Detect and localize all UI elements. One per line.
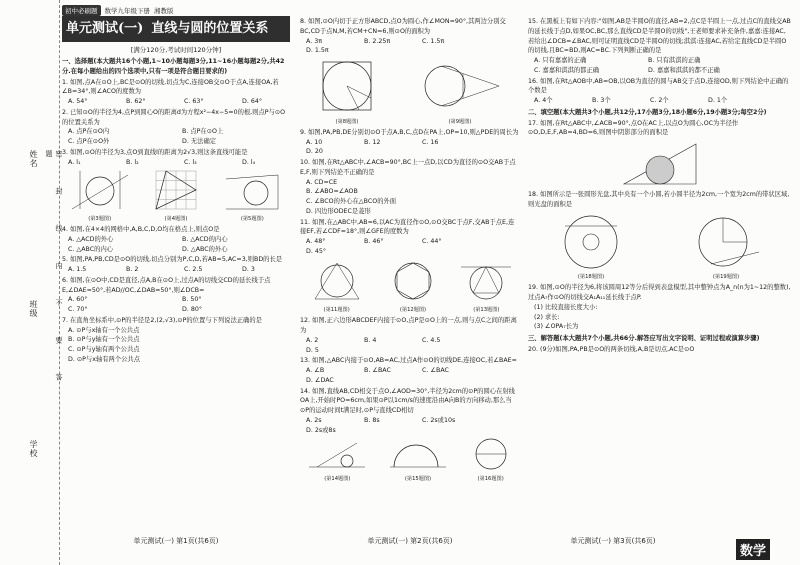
option: B. l₂	[126, 158, 139, 166]
question-5: 5. 如图,PA,PB,CD是⊙O的切线,切点分别为P,C,D,若AB=5,AC=3,则BD的长是	[62, 256, 283, 264]
figure-12	[386, 259, 440, 315]
page-1-column	[62, 16, 290, 365]
question-9: 9. 如图,PA,PB,DE分别切⊙O于点A,B,C,点D在PA上,OP=10,则△PDE的周长为	[300, 128, 519, 136]
options	[300, 237, 520, 257]
option: C. ⊙P与y轴有两个公共点	[68, 346, 140, 354]
option: D. △ABC的外心	[182, 245, 228, 253]
question-17: 17. 如图,在Rt△ABC中,∠ACB=90°,点O在AC上,以点O为圆心,OC为半径作⊙O,D,E,F,AB=4,BD=6,则图中阴影部分的面积是	[528, 119, 739, 137]
option: D. 64°	[242, 98, 263, 106]
options	[300, 178, 520, 217]
option: D. 四边形ODEC是菱形	[306, 207, 371, 215]
figure-4	[151, 169, 201, 223]
figure-17-diagram	[620, 140, 700, 188]
unit-title-bar	[62, 16, 290, 42]
option: A. 60°	[68, 296, 88, 304]
sub-questions	[528, 303, 792, 332]
figure-caption: (第5题图)	[240, 216, 264, 223]
section-heading: 三、解答题(本大题共7个小题,共66分.解答应写出文字说明、证明过程或演算步骤)	[528, 335, 760, 343]
figure-9	[417, 58, 503, 126]
figure-16	[469, 437, 513, 483]
option: C. 点P在⊙O外	[68, 138, 110, 146]
option: D. 5	[306, 346, 319, 354]
option: C. 嘉嘉和淇淇的都正确	[534, 66, 600, 74]
book-edition: 湘教版	[154, 6, 174, 15]
book-header	[62, 4, 292, 16]
option: A. 4个	[534, 97, 553, 104]
score-line: [满分120分,考试时间120分钟]	[130, 46, 222, 54]
option: C. 1.5π	[422, 37, 445, 45]
option: C. 70°	[68, 306, 88, 314]
options	[62, 295, 290, 315]
option: C. l₃	[184, 158, 197, 166]
figure-caption: (第3题图)	[88, 216, 112, 223]
question-text: 1. 如图,点A在⊙O上,BC是⊙O的切线,切点为C,连接OB交⊙O于点A,连接OA,若∠B=34°,则∠ACO的度数为	[62, 78, 279, 96]
figure-18-disc	[559, 212, 623, 270]
option: D. 1个	[708, 97, 728, 104]
figure-9-diagram	[417, 58, 503, 114]
subject-brand: 数学	[736, 539, 770, 560]
section-heading: 二、填空题(本大题共3个小题,共12分,17小题3分,18小题6分,19小题3分;每空2分)	[528, 108, 767, 116]
options	[62, 326, 290, 365]
option: A. 2	[306, 336, 319, 344]
options	[300, 366, 520, 386]
figure-caption: (第19题图)	[712, 274, 740, 281]
book-series: 数学九年级下册	[104, 6, 150, 15]
option: A. ⊙P与x轴有一个公共点	[68, 326, 140, 334]
seal-line-text: 密 封 线 内 不 要 答 题	[45, 150, 63, 395]
options	[62, 97, 290, 107]
option: A. CD=CE	[306, 178, 338, 186]
unit-title: 单元测试(一)	[66, 20, 144, 36]
figure-14-diagram	[307, 437, 367, 471]
figure-caption: (第9题图)	[448, 118, 472, 125]
option: B. 只有淇淇的正确	[648, 57, 701, 64]
figure-13-diagram	[459, 259, 513, 303]
option: A. ∠B	[306, 367, 325, 375]
options	[300, 37, 520, 57]
option: B. △ACD的内心	[182, 235, 228, 243]
option: C. ∠BAC	[422, 367, 449, 375]
figure-12-hexagon	[386, 259, 440, 303]
school-field-label: 学校	[29, 440, 38, 458]
option: D. l₄	[242, 158, 256, 166]
option: B. 50°	[182, 296, 202, 304]
option: C. 2.5	[184, 266, 203, 274]
option: B. 3个	[592, 97, 611, 104]
unit-subtitle: 直线与圆的位置关系	[151, 20, 269, 36]
option: B. 2	[126, 266, 139, 274]
question-8: 8. 如图,⊙O内切于正方形ABCD,点O为圆心,作∠MON=90°,其两边分别交BC,CD于点N,M,若CM+CN=6,则⊙O的面积为	[300, 18, 506, 35]
figure-caption: (第18题图)	[577, 274, 605, 281]
figure-row	[528, 140, 792, 188]
figure-4-grid	[151, 169, 201, 211]
question-19: 19. 如图,⊙O的半径为6,将该圆周12等分后得到表盘模型,其中整钟点为A_n(n为1~12的整数),过点A₇作⊙O的切线交A₁A₁₁延长线于点P.	[528, 284, 791, 302]
page-3-column	[528, 16, 792, 355]
option: C. ∠BCO的外心在△BCO的外面	[306, 198, 397, 206]
option: C. 63°	[184, 98, 204, 106]
figure-row	[300, 259, 520, 315]
option: C. 16	[422, 138, 439, 146]
figure-row	[300, 58, 520, 126]
figure-15	[388, 437, 448, 483]
option: A. 2s	[306, 416, 322, 424]
page-2-footer: 单元测试(一) 第2页(共6页)	[367, 537, 453, 545]
sub-question: (1) 比较直接长度大小:	[534, 303, 598, 311]
figure-caption: (第4题图)	[164, 216, 188, 223]
option: C. 2s或10s	[422, 416, 456, 424]
question-18: 18. 如图所示是一张圆形光盘,其中央有一个小圆,若小圆半径为2cm,一个宽为2cm的带状区域,则光盘的面积是	[528, 191, 790, 208]
question-16: 16. 如图,在Rt△AOB中,AB=OB,以OB为直径的圆与AB交于点D,连接OD,则下列结论中正确的个数是	[528, 77, 789, 95]
figure-19	[691, 212, 761, 282]
figure-16-diagram	[469, 437, 513, 471]
option: D. ∠DAC	[306, 376, 334, 384]
option: B. 2.25π	[364, 37, 391, 45]
figure-13	[459, 259, 513, 315]
options	[300, 138, 520, 158]
question-20: 20. (9分)如图,PA,PB是⊙O的两条切线,A,B是切点,AC是⊙O	[528, 345, 695, 353]
option: A. 点P在⊙O内	[68, 128, 110, 136]
figure-11-diagram	[307, 259, 367, 303]
figure-3	[70, 169, 130, 223]
option: A. 只有嘉嘉的正确	[534, 57, 587, 64]
figure-19-clock	[691, 212, 761, 270]
option: D. 45°	[306, 247, 327, 255]
figure-caption: (第12题图)	[399, 307, 427, 314]
option: B. 62°	[126, 98, 146, 106]
figure-caption: (第8题图)	[335, 118, 359, 125]
options	[528, 96, 792, 106]
option: D. 80°	[182, 306, 203, 314]
figure-18	[559, 212, 623, 282]
options	[300, 336, 520, 356]
figure-row	[528, 212, 792, 282]
figure-14	[307, 437, 367, 483]
figure-15-diagram	[388, 437, 448, 471]
question-7: 7. 在直角坐标系中,⊙P的半径是2,(2,√3),⊙P的位置与下列说法正确的是	[62, 316, 262, 324]
option: B. ∠ABO=∠AOB	[306, 188, 358, 196]
option: D. 无法确定	[182, 138, 217, 146]
options	[62, 235, 290, 255]
option: D. 3	[242, 266, 255, 274]
question-13: 13. 如图,△ABC内接于⊙O,AB=AC,过点A作⊙O的切线DE,连接OC,若∠BAE=	[300, 357, 517, 365]
sub-question: (2) 求长:	[534, 313, 560, 321]
option: D. ⊙P与x轴有两个公共点	[68, 355, 141, 363]
question-2: 2. 已知⊙O的半径为4,点P到圆心O的距离d为方程x²−4x−5=0的根,则点P与⊙O的位置关系为	[62, 108, 286, 126]
sub-question: (3) ∠OPA₇长为	[534, 323, 579, 331]
option: C. 4.5	[422, 336, 441, 344]
binding-margin	[0, 0, 63, 565]
page-3-footer: 单元测试(一) 第3页(共6页)	[570, 537, 656, 545]
page-2-column	[300, 16, 520, 485]
option: B. 46°	[364, 238, 384, 246]
options	[528, 56, 792, 76]
section-heading: 一、选择题(本大题共16个小题,1~10小题每题3分,11~16小题每题2分,共42分.在每小题给出的四个选项中,只有一项是符合题目要求的)	[62, 58, 285, 75]
option: B. 8s	[364, 416, 380, 424]
option: D. 嘉嘉和淇淇的都不正确	[648, 66, 720, 74]
figure-8-diagram	[317, 58, 377, 114]
option: A. 3π	[306, 37, 322, 45]
option: A. 54°	[68, 98, 88, 106]
option: A. 48°	[306, 238, 326, 246]
option: A. l₁	[68, 158, 81, 166]
options	[62, 158, 290, 168]
figure-caption: (第13题图)	[473, 307, 500, 314]
option: C. 2个	[650, 97, 669, 104]
question-12: 12. 如图,正六边形ABCDEF内接于⊙O,点P是⊙O上的一点,则与点C之间的距离为	[300, 317, 517, 335]
figure-caption: (第15题图)	[404, 476, 432, 483]
figure-caption: (第16题图)	[477, 476, 504, 483]
question-11: 11. 如图,在△ABC中,AB=6,以AC为直径作⊙O,⊙O交BC于点F,交AB于点E,连接EF,若∠CDF=18°,则∠GFE的度数为	[300, 218, 515, 236]
figure-caption: (第11题图)	[323, 307, 350, 314]
question-14: 14. 如图,直线AB,CD相交于点O,∠AOD=30°,半径为2cm的⊙P的圆心在射线OA上,开始时PO=6cm,如果⊙P以1cm/s的速度沿由A向B的方向移动,那么当⊙P的运动时间t满足时,⊙P与直线CD相切	[300, 387, 515, 415]
option: B. 4	[364, 336, 377, 344]
question-4: 4. 如图,在4×4的网格中,A,B,C,D,O均在格点上,则点O是	[62, 226, 220, 234]
option: B. ∠BAC	[364, 367, 391, 375]
series-tag: 初中必刷题	[62, 5, 101, 16]
option: A. 1.5	[68, 266, 87, 274]
options	[62, 127, 290, 147]
figure-11	[307, 259, 367, 315]
option: D. 1.5π	[306, 47, 329, 55]
option: B. 点P在⊙O上	[182, 128, 224, 136]
page-1-footer: 单元测试(一) 第1页(共6页)	[133, 537, 219, 545]
figure-row	[300, 437, 520, 483]
options	[62, 265, 290, 275]
question-6: 6. 如图,在⊙O中,CD是直径,点A,B在⊙O上,过点A的切线交CD的延长线于点E,∠DAE=50°,若AD//OC,∠DAB=50°,则∠DCB=	[62, 276, 271, 294]
figure-5	[222, 169, 282, 223]
figure-3-diagram	[70, 169, 130, 211]
figure-caption: (第14题图)	[324, 476, 351, 483]
option: C. 44°	[422, 238, 442, 246]
question-1	[62, 78, 290, 98]
option: A. △ACD的外心	[68, 235, 114, 243]
option: B. ⊙P与y轴有一个公共点	[68, 336, 140, 344]
option: A. 10	[306, 138, 323, 146]
question-3: 3. 如图,⊙O的半径为3,点O到直线l的距离为2√3,则这条直线可能是	[62, 148, 248, 156]
question-15: 15. 在黑板上有如下内容:"如图,AB是半圆O的直径,AB=2,点C是半圆上一点,过点C的直线交AB的延长线于点D,如果OC,BC,那么直线CD是半圆O的切线",王老师要求补充条件,嘉嘉:连接AC,若给出∠DCB=∠BAC,则可证明直线CD是半圆O的切线;淇淇:连接AC,若给定直线CD是半圆O的切线,且BC=BD,则AC=BC.下列判断正确的是	[528, 18, 791, 55]
question-10: 10. 如图,在Rt△ABC中,∠ACB=90°,BC上一点D,以CD为直径的⊙O交AB于点E,F,则下列结论不正确的是	[300, 159, 516, 176]
figure-8	[317, 58, 377, 126]
option: D. 20	[306, 148, 323, 156]
class-field-label: 班级	[29, 300, 38, 318]
figure-5-diagram	[222, 169, 282, 211]
figure-row	[62, 169, 290, 223]
options	[300, 416, 520, 436]
option: B. 12	[364, 138, 381, 146]
option: D. 2s或8s	[306, 426, 336, 434]
option: C. △ABC的内心	[68, 245, 114, 253]
name-field-label: 姓名	[29, 150, 38, 168]
